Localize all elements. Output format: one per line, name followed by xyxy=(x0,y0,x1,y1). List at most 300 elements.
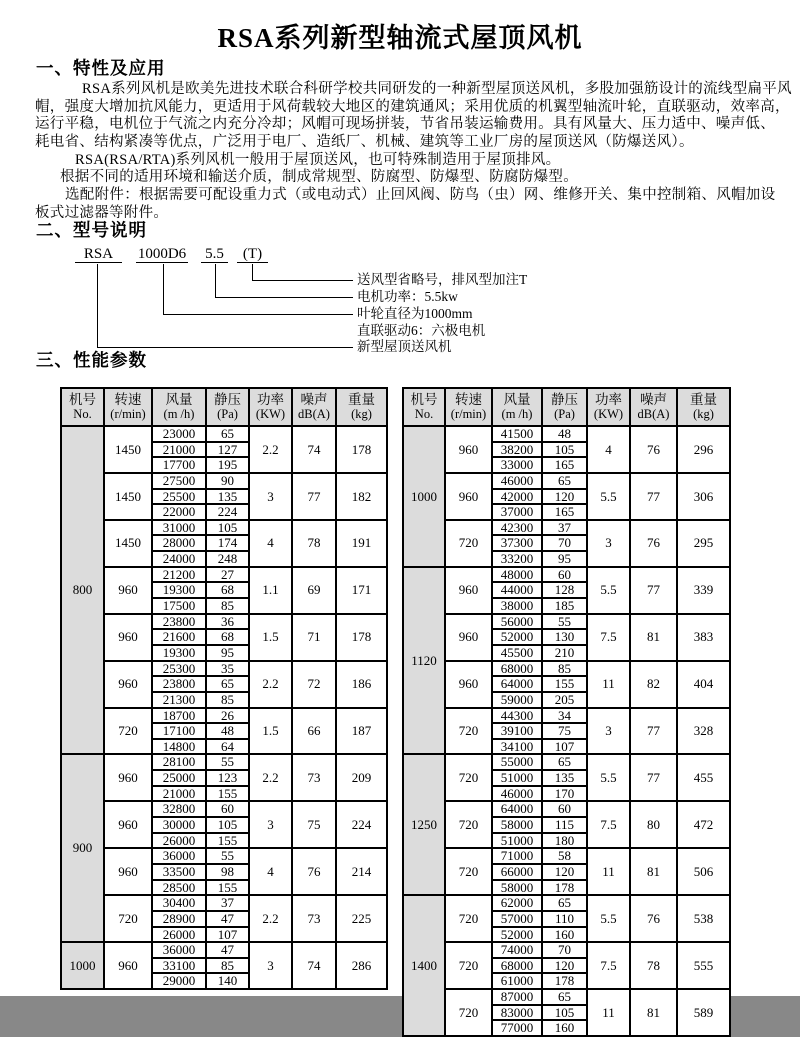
airflow-cell: 42300 xyxy=(492,520,542,536)
airflow-cell: 21600 xyxy=(152,629,206,645)
column-header: 噪声 dB(A) xyxy=(630,388,677,426)
column-header: 重量 (kg) xyxy=(677,388,730,426)
airflow-cell: 31000 xyxy=(152,520,206,536)
airflow-cell: 37300 xyxy=(492,535,542,551)
noise-cell: 76 xyxy=(630,895,677,942)
pressure-cell: 85 xyxy=(206,598,249,614)
model-callout: 直联驱动6：六极电机 xyxy=(357,323,486,338)
airflow-cell: 26000 xyxy=(152,833,206,849)
pressure-cell: 27 xyxy=(206,567,249,583)
pressure-cell: 185 xyxy=(542,598,587,614)
weight-cell: 589 xyxy=(677,989,730,1036)
callout-connector-line xyxy=(97,264,353,348)
speed-cell: 720 xyxy=(104,708,152,755)
pressure-cell: 65 xyxy=(542,754,587,770)
table-row xyxy=(61,801,387,817)
weight-cell: 555 xyxy=(677,942,730,989)
airflow-cell: 19300 xyxy=(152,582,206,598)
pressure-cell: 120 xyxy=(542,864,587,880)
power-cell: 4 xyxy=(249,520,292,567)
pressure-cell: 98 xyxy=(206,864,249,880)
power-cell: 3 xyxy=(587,520,630,567)
weight-cell: 178 xyxy=(336,426,387,473)
airflow-cell: 30400 xyxy=(152,895,206,911)
power-cell: 4 xyxy=(249,848,292,895)
section-heading-features: 一、特性及应用 xyxy=(36,58,166,78)
pressure-cell: 120 xyxy=(542,958,587,974)
weight-cell: 182 xyxy=(336,473,387,520)
pressure-cell: 135 xyxy=(542,770,587,786)
noise-cell: 81 xyxy=(630,848,677,895)
paragraph-line: 帽，强度大增加抗风能力，更适用于风荷载较大地区的建筑通风；采用优质的机翼型轴流叶轮，直联驱动，效率高， xyxy=(35,98,790,115)
column-header: 噪声 dB(A) xyxy=(292,388,336,426)
noise-cell: 72 xyxy=(292,661,336,708)
speed-cell: 720 xyxy=(445,754,492,801)
power-cell: 3 xyxy=(249,801,292,848)
power-cell: 5.5 xyxy=(587,473,630,520)
airflow-cell: 34100 xyxy=(492,739,542,755)
airflow-cell: 23800 xyxy=(152,614,206,630)
pressure-cell: 205 xyxy=(542,692,587,708)
paragraph-line: 耗电省、结构紧凑等优点，广泛用于电厂、造纸厂、机械、建筑等工业厂房的屋顶送风（防爆送风）。 xyxy=(35,134,694,151)
weight-cell: 186 xyxy=(336,661,387,708)
pressure-cell: 85 xyxy=(206,958,249,974)
pressure-cell: 105 xyxy=(206,520,249,536)
pressure-cell: 85 xyxy=(206,692,249,708)
pressure-cell: 36 xyxy=(206,614,249,630)
pressure-cell: 160 xyxy=(542,1020,587,1036)
table-row xyxy=(403,989,730,1005)
column-header: 静压 (Pa) xyxy=(542,388,587,426)
noise-cell: 74 xyxy=(292,426,336,473)
airflow-cell: 46000 xyxy=(492,786,542,802)
model-code-part-power: 5.5 xyxy=(201,246,228,263)
speed-cell: 960 xyxy=(445,567,492,614)
airflow-cell: 38200 xyxy=(492,442,542,458)
airflow-cell: 52000 xyxy=(492,927,542,943)
pressure-cell: 155 xyxy=(206,833,249,849)
pressure-cell: 178 xyxy=(542,880,587,896)
speed-cell: 720 xyxy=(104,895,152,942)
airflow-cell: 25500 xyxy=(152,489,206,505)
airflow-cell: 32800 xyxy=(152,801,206,817)
model-no-cell: 1000 xyxy=(61,942,104,989)
pressure-cell: 180 xyxy=(542,833,587,849)
column-header: 机号 No. xyxy=(403,388,445,426)
power-cell: 7.5 xyxy=(587,942,630,989)
power-cell: 2.2 xyxy=(249,426,292,473)
airflow-cell: 37000 xyxy=(492,504,542,520)
pressure-cell: 68 xyxy=(206,582,249,598)
weight-cell: 171 xyxy=(336,567,387,614)
airflow-cell: 28000 xyxy=(152,535,206,551)
table-row xyxy=(61,942,387,958)
airflow-cell: 28500 xyxy=(152,880,206,896)
pressure-cell: 165 xyxy=(542,504,587,520)
weight-cell: 214 xyxy=(336,848,387,895)
weight-cell: 404 xyxy=(677,661,730,708)
paragraph-line: 根据不同的适用环境和输送介质，制成常规型、防腐型、防爆型、防腐防爆型。 xyxy=(60,169,578,186)
pressure-cell: 140 xyxy=(206,973,249,989)
pressure-cell: 55 xyxy=(206,848,249,864)
features-paragraphs xyxy=(35,81,797,223)
airflow-cell: 38000 xyxy=(492,598,542,614)
model-no-cell: 900 xyxy=(61,754,104,942)
speed-cell: 960 xyxy=(445,661,492,708)
airflow-cell: 74000 xyxy=(492,942,542,958)
weight-cell: 296 xyxy=(677,426,730,473)
pressure-cell: 65 xyxy=(206,676,249,692)
power-cell: 7.5 xyxy=(587,801,630,848)
table-row xyxy=(403,708,730,724)
noise-cell: 77 xyxy=(630,473,677,520)
column-header: 重量 (kg) xyxy=(336,388,387,426)
performance-table-left xyxy=(60,387,388,990)
airflow-cell: 18700 xyxy=(152,708,206,724)
power-cell: 2.2 xyxy=(249,754,292,801)
pressure-cell: 155 xyxy=(542,676,587,692)
pressure-cell: 248 xyxy=(206,551,249,567)
column-header: 转速 (r/min) xyxy=(104,388,152,426)
table-row xyxy=(403,801,730,817)
pressure-cell: 60 xyxy=(206,801,249,817)
weight-cell: 383 xyxy=(677,614,730,661)
noise-cell: 76 xyxy=(292,848,336,895)
airflow-cell: 55000 xyxy=(492,754,542,770)
table-row xyxy=(61,754,387,770)
table-row xyxy=(61,848,387,864)
airflow-cell: 29000 xyxy=(152,973,206,989)
speed-cell: 1450 xyxy=(104,473,152,520)
airflow-cell: 51000 xyxy=(492,833,542,849)
airflow-cell: 66000 xyxy=(492,864,542,880)
pressure-cell: 123 xyxy=(206,770,249,786)
speed-cell: 960 xyxy=(104,848,152,895)
table-row xyxy=(403,426,730,442)
airflow-cell: 87000 xyxy=(492,989,542,1005)
noise-cell: 77 xyxy=(630,754,677,801)
model-no-cell: 800 xyxy=(61,426,104,754)
noise-cell: 71 xyxy=(292,614,336,661)
speed-cell: 720 xyxy=(445,848,492,895)
model-code-part-series: RSA xyxy=(75,246,122,263)
pressure-cell: 65 xyxy=(206,426,249,442)
weight-cell: 538 xyxy=(677,895,730,942)
airflow-cell: 33100 xyxy=(152,958,206,974)
airflow-cell: 30000 xyxy=(152,817,206,833)
noise-cell: 73 xyxy=(292,895,336,942)
table-row xyxy=(61,895,387,911)
speed-cell: 720 xyxy=(445,801,492,848)
airflow-cell: 44300 xyxy=(492,708,542,724)
pressure-cell: 58 xyxy=(542,848,587,864)
speed-cell: 960 xyxy=(104,567,152,614)
paragraph-line: 运行平稳，电机位于气流之内充分冷却；风帽可现场拼装，节省吊装运输费用。具有风量大、压力适中、噪声低、 xyxy=(35,116,775,133)
pressure-cell: 48 xyxy=(542,426,587,442)
noise-cell: 82 xyxy=(630,661,677,708)
pressure-cell: 68 xyxy=(206,629,249,645)
paragraph-line: 板式过滤器等附件。 xyxy=(35,204,169,221)
airflow-cell: 52000 xyxy=(492,629,542,645)
power-cell: 3 xyxy=(587,708,630,755)
airflow-cell: 44000 xyxy=(492,582,542,598)
airflow-cell: 57000 xyxy=(492,911,542,927)
airflow-cell: 25300 xyxy=(152,661,206,677)
airflow-cell: 56000 xyxy=(492,614,542,630)
pressure-cell: 105 xyxy=(206,817,249,833)
speed-cell: 1450 xyxy=(104,426,152,473)
model-code-part-type: (T) xyxy=(237,246,268,263)
airflow-cell: 24000 xyxy=(152,551,206,567)
noise-cell: 77 xyxy=(292,473,336,520)
airflow-cell: 62000 xyxy=(492,895,542,911)
airflow-cell: 14800 xyxy=(152,739,206,755)
airflow-cell: 61000 xyxy=(492,973,542,989)
table-row xyxy=(61,473,387,489)
airflow-cell: 21000 xyxy=(152,786,206,802)
speed-cell: 960 xyxy=(104,614,152,661)
pressure-cell: 55 xyxy=(542,614,587,630)
model-callout: 叶轮直径为1000mm xyxy=(357,306,473,321)
weight-cell: 187 xyxy=(336,708,387,755)
power-cell: 3 xyxy=(249,473,292,520)
pressure-cell: 55 xyxy=(206,754,249,770)
pressure-cell: 95 xyxy=(542,551,587,567)
power-cell: 5.5 xyxy=(587,895,630,942)
pressure-cell: 70 xyxy=(542,942,587,958)
airflow-cell: 27500 xyxy=(152,473,206,489)
column-header: 静压 (Pa) xyxy=(206,388,249,426)
airflow-cell: 17500 xyxy=(152,598,206,614)
noise-cell: 66 xyxy=(292,708,336,755)
speed-cell: 1450 xyxy=(104,520,152,567)
airflow-cell: 48000 xyxy=(492,567,542,583)
performance-table xyxy=(60,387,388,990)
pressure-cell: 120 xyxy=(542,489,587,505)
airflow-cell: 25000 xyxy=(152,770,206,786)
weight-cell: 306 xyxy=(677,473,730,520)
noise-cell: 74 xyxy=(292,942,336,989)
table-row xyxy=(403,567,730,583)
column-header: 机号 No. xyxy=(61,388,104,426)
table-row xyxy=(403,895,730,911)
pressure-cell: 65 xyxy=(542,473,587,489)
noise-cell: 75 xyxy=(292,801,336,848)
power-cell: 5.5 xyxy=(587,754,630,801)
airflow-cell: 58000 xyxy=(492,817,542,833)
table-row xyxy=(403,942,730,958)
pressure-cell: 48 xyxy=(206,723,249,739)
airflow-cell: 17100 xyxy=(152,723,206,739)
airflow-cell: 28900 xyxy=(152,911,206,927)
power-cell: 11 xyxy=(587,661,630,708)
table-row xyxy=(61,708,387,724)
pressure-cell: 195 xyxy=(206,457,249,473)
pressure-cell: 155 xyxy=(206,786,249,802)
airflow-cell: 58000 xyxy=(492,880,542,896)
pressure-cell: 135 xyxy=(206,489,249,505)
airflow-cell: 45500 xyxy=(492,645,542,661)
airflow-cell: 46000 xyxy=(492,473,542,489)
pressure-cell: 107 xyxy=(206,927,249,943)
table-row xyxy=(61,567,387,583)
airflow-cell: 42000 xyxy=(492,489,542,505)
noise-cell: 73 xyxy=(292,754,336,801)
pressure-cell: 35 xyxy=(206,661,249,677)
airflow-cell: 59000 xyxy=(492,692,542,708)
weight-cell: 295 xyxy=(677,520,730,567)
weight-cell: 455 xyxy=(677,754,730,801)
airflow-cell: 71000 xyxy=(492,848,542,864)
weight-cell: 506 xyxy=(677,848,730,895)
speed-cell: 960 xyxy=(104,801,152,848)
airflow-cell: 33500 xyxy=(152,864,206,880)
weight-cell: 178 xyxy=(336,614,387,661)
noise-cell: 77 xyxy=(630,567,677,614)
performance-table-right xyxy=(402,387,731,1037)
column-header: 转速 (r/min) xyxy=(445,388,492,426)
pressure-cell: 224 xyxy=(206,504,249,520)
speed-cell: 720 xyxy=(445,895,492,942)
noise-cell: 81 xyxy=(630,614,677,661)
paragraph-line: RSA系列风机是欧美先进技术联合科研学校共同研发的一种新型屋顶送风机，多股加强筋设计的流线型扁平风 xyxy=(82,81,792,97)
table-row xyxy=(403,754,730,770)
weight-cell: 339 xyxy=(677,567,730,614)
model-code-part-size: 1000D6 xyxy=(137,246,187,262)
pressure-cell: 155 xyxy=(206,880,249,896)
model-callout: 送风型省略号，排风型加注T xyxy=(357,272,528,287)
airflow-cell: 26000 xyxy=(152,927,206,943)
speed-cell: 960 xyxy=(104,754,152,801)
airflow-cell: 22000 xyxy=(152,504,206,520)
noise-cell: 76 xyxy=(630,426,677,473)
airflow-cell: 17700 xyxy=(152,457,206,473)
pressure-cell: 47 xyxy=(206,942,249,958)
power-cell: 5.5 xyxy=(587,567,630,614)
pressure-cell: 70 xyxy=(542,535,587,551)
power-cell: 7.5 xyxy=(587,614,630,661)
power-cell: 2.2 xyxy=(249,661,292,708)
airflow-cell: 21300 xyxy=(152,692,206,708)
pressure-cell: 170 xyxy=(542,786,587,802)
pressure-cell: 85 xyxy=(542,661,587,677)
section-heading-performance: 三、性能参数 xyxy=(36,350,147,370)
pressure-cell: 110 xyxy=(542,911,587,927)
airflow-cell: 28100 xyxy=(152,754,206,770)
table-row xyxy=(61,661,387,677)
speed-cell: 960 xyxy=(104,661,152,708)
airflow-cell: 23800 xyxy=(152,676,206,692)
column-header: 风量 (m /h) xyxy=(492,388,542,426)
section-heading-model: 二、型号说明 xyxy=(36,220,147,240)
table-row xyxy=(403,520,730,536)
speed-cell: 720 xyxy=(445,708,492,755)
noise-cell: 78 xyxy=(292,520,336,567)
airflow-cell: 21200 xyxy=(152,567,206,583)
pressure-cell: 174 xyxy=(206,535,249,551)
pressure-cell: 75 xyxy=(542,723,587,739)
weight-cell: 286 xyxy=(336,942,387,989)
table-row xyxy=(403,473,730,489)
paragraph-line: 选配附件：根据需要可配设重力式（或电动式）止回风阀、防鸟（虫）网、维修开关、集中控制箱、风帽加设 xyxy=(65,187,776,204)
pressure-cell: 60 xyxy=(542,801,587,817)
airflow-cell: 33000 xyxy=(492,457,542,473)
column-header: 功率 (KW) xyxy=(587,388,630,426)
model-no-cell: 1000 xyxy=(403,426,445,567)
airflow-cell: 39100 xyxy=(492,723,542,739)
table-row xyxy=(61,426,387,442)
paragraph-line: RSA(RSA/RTA)系列风机一般用于屋顶送风，也可特殊制造用于屋顶排风。 xyxy=(75,151,561,168)
pressure-cell: 60 xyxy=(542,567,587,583)
pressure-cell: 90 xyxy=(206,473,249,489)
pressure-cell: 115 xyxy=(542,817,587,833)
pressure-cell: 107 xyxy=(542,739,587,755)
model-no-cell: 1250 xyxy=(403,754,445,895)
airflow-cell: 41500 xyxy=(492,426,542,442)
noise-cell: 80 xyxy=(630,801,677,848)
airflow-cell: 19300 xyxy=(152,645,206,661)
power-cell: 1.5 xyxy=(249,708,292,755)
airflow-cell: 36000 xyxy=(152,942,206,958)
speed-cell: 720 xyxy=(445,989,492,1036)
airflow-cell: 68000 xyxy=(492,661,542,677)
power-cell: 1.5 xyxy=(249,614,292,661)
pressure-cell: 64 xyxy=(206,739,249,755)
header-row xyxy=(61,388,387,426)
table-row xyxy=(61,614,387,630)
noise-cell: 76 xyxy=(630,520,677,567)
table-row xyxy=(403,614,730,630)
weight-cell: 472 xyxy=(677,801,730,848)
pressure-cell: 65 xyxy=(542,895,587,911)
pressure-cell: 34 xyxy=(542,708,587,724)
power-cell: 4 xyxy=(587,426,630,473)
weight-cell: 224 xyxy=(336,801,387,848)
speed-cell: 960 xyxy=(104,942,152,989)
pressure-cell: 210 xyxy=(542,645,587,661)
performance-table xyxy=(402,387,731,1037)
airflow-cell: 51000 xyxy=(492,770,542,786)
pressure-cell: 130 xyxy=(542,629,587,645)
weight-cell: 209 xyxy=(336,754,387,801)
airflow-cell: 77000 xyxy=(492,1020,542,1036)
noise-cell: 81 xyxy=(630,989,677,1036)
power-cell: 11 xyxy=(587,848,630,895)
pressure-cell: 37 xyxy=(542,520,587,536)
table-row xyxy=(61,520,387,536)
airflow-cell: 36000 xyxy=(152,848,206,864)
speed-cell: 960 xyxy=(445,473,492,520)
pressure-cell: 160 xyxy=(542,927,587,943)
weight-cell: 191 xyxy=(336,520,387,567)
pressure-cell: 37 xyxy=(206,895,249,911)
power-cell: 3 xyxy=(249,942,292,989)
pressure-cell: 105 xyxy=(542,442,587,458)
pressure-cell: 105 xyxy=(542,1005,587,1021)
header-row xyxy=(403,388,730,426)
airflow-cell: 21000 xyxy=(152,442,206,458)
airflow-cell: 64000 xyxy=(492,801,542,817)
pressure-cell: 178 xyxy=(542,973,587,989)
pressure-cell: 128 xyxy=(542,582,587,598)
weight-cell: 225 xyxy=(336,895,387,942)
column-header: 风量 (m /h) xyxy=(152,388,206,426)
speed-cell: 960 xyxy=(445,426,492,473)
speed-cell: 960 xyxy=(445,614,492,661)
pressure-cell: 127 xyxy=(206,442,249,458)
airflow-cell: 33200 xyxy=(492,551,542,567)
airflow-cell: 64000 xyxy=(492,676,542,692)
